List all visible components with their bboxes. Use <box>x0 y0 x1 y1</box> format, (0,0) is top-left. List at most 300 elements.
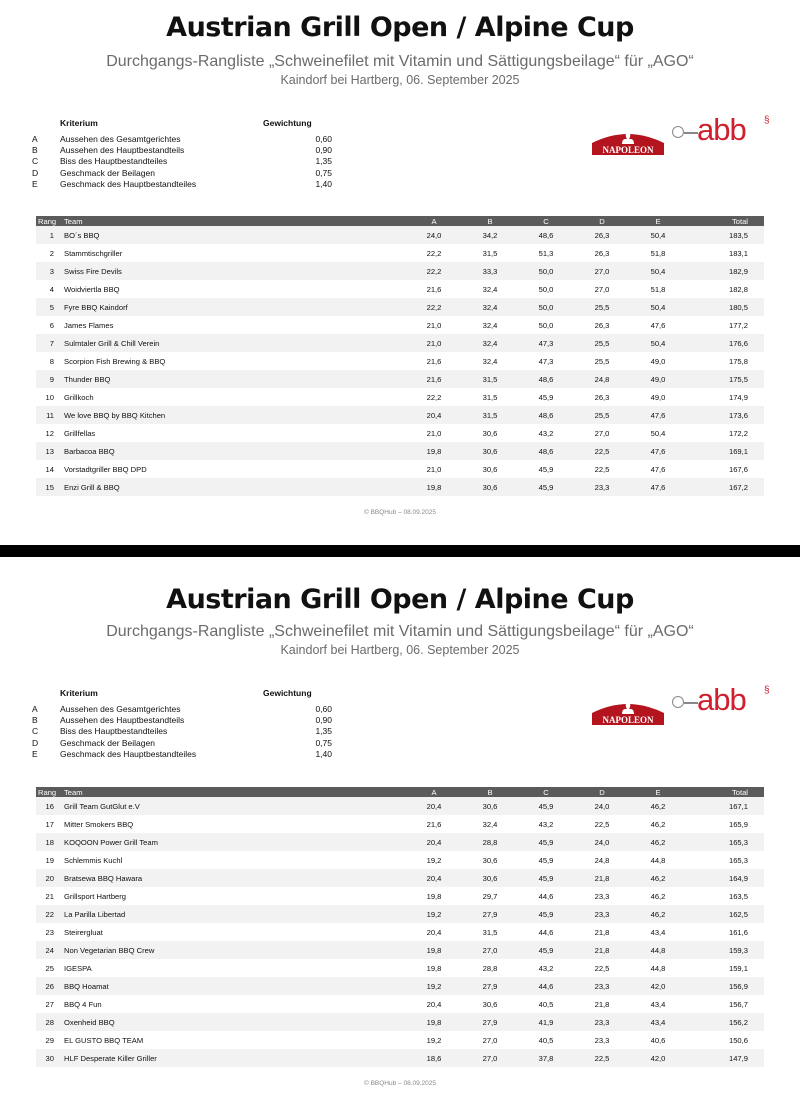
criteria-row <box>32 704 332 715</box>
score-c-cell: 48,6 <box>518 226 574 244</box>
score-b-cell: 30,6 <box>462 442 518 460</box>
criteria-row <box>32 168 332 179</box>
score-a-cell: 20,4 <box>426 927 442 937</box>
team-cell: Scorpion Fish Brewing & BBQ <box>64 356 166 366</box>
rank-cell: 29 <box>45 1035 54 1045</box>
table-row <box>36 280 764 298</box>
table-row <box>36 977 764 995</box>
score-b-cell: 32,4 <box>462 334 518 352</box>
score-e-cell: 43,4 <box>650 999 666 1009</box>
score-d-cell: 21,8 <box>594 927 610 937</box>
total-cell: 182,8 <box>728 284 748 294</box>
score-d-cell: 21,8 <box>574 941 630 959</box>
col-header-d: D <box>574 216 630 226</box>
table-row <box>36 923 764 941</box>
total-cell: 159,1 <box>728 963 748 973</box>
rank-cell: 12 <box>45 428 54 438</box>
score-b-cell: 30,6 <box>462 869 518 887</box>
table-header-row <box>36 216 764 226</box>
score-e-cell: 44,8 <box>650 963 666 973</box>
criteria-key: E <box>32 178 38 189</box>
score-e-cell: 46,2 <box>650 891 666 901</box>
score-a-cell: 19,8 <box>406 941 462 959</box>
total-cell: 159,3 <box>686 941 764 959</box>
table-row <box>36 887 764 905</box>
score-e-cell: 49,0 <box>630 370 686 388</box>
document-page-1 <box>0 0 800 545</box>
score-d-cell: 23,3 <box>594 1035 610 1045</box>
team-cell: BBQ 4 Fun <box>64 999 102 1009</box>
criteria-key: C <box>32 726 39 737</box>
rank-cell: 14 <box>45 464 54 474</box>
criteria-weight: 0,60 <box>315 134 332 144</box>
score-c-cell: 44,6 <box>538 927 554 937</box>
score-e-cell: 49,0 <box>650 392 666 402</box>
team-cell: We love BBQ by BBQ Kitchen <box>62 406 406 424</box>
score-e-cell: 51,8 <box>650 248 666 258</box>
criteria-key: A <box>32 704 38 714</box>
score-b-cell: 32,4 <box>482 819 498 829</box>
rank-cell: 6 <box>49 320 54 330</box>
score-d-cell: 22,5 <box>594 819 610 829</box>
page-subtitle: Durchgangs-Rangliste „Schweinefilet mit Vitamin und Sättigungsbeilage“ für „AGO“ <box>106 53 694 70</box>
total-cell: 182,9 <box>686 262 764 280</box>
flame-icon: § <box>764 115 770 126</box>
table-row <box>36 262 764 280</box>
score-a-cell: 19,8 <box>406 442 462 460</box>
score-d-cell: 23,3 <box>574 905 630 923</box>
score-e-cell: 50,4 <box>650 428 666 438</box>
score-d-cell: 23,3 <box>574 478 630 496</box>
team-cell: La Parilla Libertad <box>62 905 406 923</box>
rank-cell: 22 <box>36 905 62 923</box>
abb-logo-line <box>684 132 698 134</box>
table-row <box>36 244 764 262</box>
score-c-cell: 45,9 <box>538 464 554 474</box>
score-c-cell: 45,9 <box>518 478 574 496</box>
table-row <box>36 442 764 460</box>
score-c-cell: 47,3 <box>518 334 574 352</box>
criteria-header: Kriterium <box>60 118 98 128</box>
score-c-cell: 50,0 <box>538 284 554 294</box>
table-row <box>36 226 764 244</box>
rank-cell: 11 <box>36 406 62 424</box>
napoleon-logo <box>588 125 668 157</box>
team-cell: BBQ Hoamat <box>62 977 406 995</box>
rank-cell: 5 <box>36 298 62 316</box>
score-a-cell: 19,2 <box>406 977 462 995</box>
score-c-cell: 48,6 <box>518 442 574 460</box>
team-cell: Mitter Smokers BBQ <box>64 819 134 829</box>
criteria-weight: 1,35 <box>315 726 332 737</box>
total-cell: 165,9 <box>728 819 748 829</box>
total-cell: 176,6 <box>686 334 764 352</box>
score-a-cell: 19,2 <box>426 855 442 865</box>
col-header-c: C <box>518 787 574 797</box>
table-header-row <box>36 787 764 797</box>
ranking-table <box>36 787 764 1067</box>
rank-cell: 9 <box>36 370 62 388</box>
score-d-cell: 27,0 <box>574 262 630 280</box>
total-cell: 164,9 <box>686 869 764 887</box>
score-a-cell: 19,8 <box>406 478 462 496</box>
total-cell: 174,9 <box>728 392 748 402</box>
score-e-cell: 40,6 <box>650 1035 666 1045</box>
score-a-cell: 21,0 <box>426 464 442 474</box>
score-a-cell: 21,6 <box>426 284 442 294</box>
table-row <box>36 478 764 496</box>
criteria-row <box>32 715 332 726</box>
rank-cell: 20 <box>36 869 62 887</box>
score-a-cell: 22,2 <box>406 262 462 280</box>
criteria-name: Geschmack der Beilagen <box>60 737 155 748</box>
score-a-cell: 19,2 <box>406 905 462 923</box>
table-row <box>36 460 764 478</box>
score-d-cell: 22,5 <box>574 1049 630 1067</box>
page-footer: © BBQHub – 08.09.2025 <box>363 1080 436 1087</box>
score-b-cell: 32,4 <box>482 284 498 294</box>
criteria-row <box>32 749 332 760</box>
team-cell: Non Vegetarian BBQ Crew <box>62 941 406 959</box>
table-row <box>36 869 764 887</box>
score-c-cell: 47,3 <box>538 356 554 366</box>
team-cell: Fyre BBQ Kaindorf <box>62 298 406 316</box>
criteria-weight: 1,40 <box>315 178 332 189</box>
criteria-name: Aussehen des Gesamtgerichtes <box>60 704 181 714</box>
score-a-cell: 19,8 <box>426 963 442 973</box>
score-d-cell: 24,8 <box>574 370 630 388</box>
criteria-key: A <box>32 134 38 144</box>
criteria-weight: 1,35 <box>315 156 332 167</box>
team-cell: Grillsport Hartberg <box>64 891 127 901</box>
rank-cell: 3 <box>36 262 62 280</box>
page-footer: © BBQHub – 08.09.2025 <box>363 509 436 516</box>
score-a-cell: 20,4 <box>426 999 442 1009</box>
criteria-header: Kriterium <box>60 688 98 698</box>
score-b-cell: 27,9 <box>462 1013 518 1031</box>
score-a-cell: 20,4 <box>406 869 462 887</box>
score-c-cell: 40,5 <box>538 999 554 1009</box>
abb-logo-ring <box>672 126 684 138</box>
score-d-cell: 23,3 <box>594 891 610 901</box>
score-e-cell: 47,6 <box>650 464 666 474</box>
team-cell: Bratsewa BBQ Hawara <box>62 869 406 887</box>
team-cell: Barbacoa BBQ <box>62 442 406 460</box>
total-cell: 175,5 <box>686 370 764 388</box>
abb-logo <box>672 682 772 722</box>
score-b-cell: 27,0 <box>462 941 518 959</box>
score-e-cell: 46,2 <box>650 819 666 829</box>
score-e-cell: 51,8 <box>650 284 666 294</box>
rank-cell: 13 <box>36 442 62 460</box>
col-header-team: Team <box>62 787 406 797</box>
team-cell: Schlemmis Kuchl <box>64 855 123 865</box>
criteria-list <box>32 704 332 760</box>
criteria-name: Aussehen des Hauptbestandteils <box>60 715 185 726</box>
criteria-weight: 0,60 <box>315 704 332 714</box>
criteria-weight: 0,75 <box>315 167 332 178</box>
score-c-cell: 45,9 <box>518 941 574 959</box>
score-c-cell: 48,6 <box>518 370 574 388</box>
total-cell: 167,6 <box>728 464 748 474</box>
score-a-cell: 22,2 <box>406 298 462 316</box>
col-header-team: Team <box>62 216 406 226</box>
col-header-a: A <box>406 216 462 226</box>
criteria-key: E <box>32 748 38 759</box>
score-b-cell: 27,0 <box>462 1049 518 1067</box>
weight-header: Gewichtung <box>263 118 312 128</box>
score-b-cell: 31,5 <box>462 370 518 388</box>
total-cell: 183,1 <box>728 248 748 258</box>
total-cell: 147,9 <box>686 1049 764 1067</box>
criteria-key: B <box>32 145 38 156</box>
criteria-name: Geschmack der Beilagen <box>60 167 155 178</box>
score-b-cell: 27,9 <box>462 977 518 995</box>
criteria-weight: 1,40 <box>315 748 332 759</box>
criteria-key: D <box>32 167 39 178</box>
score-c-cell: 45,9 <box>518 905 574 923</box>
score-c-cell: 43,2 <box>538 819 554 829</box>
table-row <box>36 334 764 352</box>
score-c-cell: 43,2 <box>538 428 554 438</box>
napoleon-logo-text: NAPOLEON <box>602 715 654 725</box>
score-c-cell: 45,9 <box>518 869 574 887</box>
team-cell: BO´s BBQ <box>62 226 406 244</box>
score-e-cell: 50,4 <box>630 298 686 316</box>
score-a-cell: 21,6 <box>426 819 442 829</box>
score-e-cell: 50,4 <box>630 226 686 244</box>
table-row <box>36 352 764 370</box>
score-c-cell: 41,9 <box>518 1013 574 1031</box>
score-c-cell: 40,5 <box>538 1035 554 1045</box>
team-cell: Thunder BBQ <box>62 370 406 388</box>
rank-cell: 8 <box>49 356 54 366</box>
criteria-row <box>32 156 332 167</box>
table-row <box>36 1013 764 1031</box>
table-row <box>36 995 764 1013</box>
score-e-cell: 47,6 <box>630 442 686 460</box>
score-d-cell: 23,3 <box>574 977 630 995</box>
total-cell: 167,1 <box>686 797 764 815</box>
score-e-cell: 50,4 <box>630 334 686 352</box>
score-b-cell: 32,4 <box>482 356 498 366</box>
rank-cell: 28 <box>36 1013 62 1031</box>
table-row <box>36 941 764 959</box>
team-cell: EL GUSTO BBQ TEAM <box>64 1035 144 1045</box>
team-cell: Enzi Grill & BBQ <box>62 478 406 496</box>
total-cell: 183,5 <box>686 226 764 244</box>
score-d-cell: 26,3 <box>594 392 610 402</box>
criteria-name: Aussehen des Gesamtgerichtes <box>60 134 181 144</box>
team-cell: Steirergluat <box>64 927 103 937</box>
score-b-cell: 28,8 <box>482 963 498 973</box>
score-a-cell: 21,0 <box>426 320 442 330</box>
score-a-cell: 20,4 <box>406 833 462 851</box>
score-e-cell: 46,2 <box>630 833 686 851</box>
table-row <box>36 406 764 424</box>
table-row <box>36 298 764 316</box>
score-d-cell: 25,5 <box>574 298 630 316</box>
table-row <box>36 851 764 869</box>
col-header-e: E <box>630 216 686 226</box>
score-d-cell: 24,0 <box>574 797 630 815</box>
score-b-cell: 30,6 <box>482 428 498 438</box>
page-title: Austrian Grill Open / Alpine Cup <box>166 12 634 43</box>
score-d-cell: 25,5 <box>574 334 630 352</box>
total-cell: 180,5 <box>686 298 764 316</box>
napoleon-logo <box>588 695 668 727</box>
score-e-cell: 46,2 <box>630 797 686 815</box>
abb-logo-text: abb <box>697 682 746 717</box>
team-cell: James Flames <box>64 320 114 330</box>
col-header-b: B <box>462 216 518 226</box>
score-a-cell: 20,4 <box>406 797 462 815</box>
team-cell: Sulmtaler Grill & Chill Verein <box>62 334 406 352</box>
score-d-cell: 27,0 <box>594 284 610 294</box>
score-b-cell: 28,8 <box>462 833 518 851</box>
score-a-cell: 19,2 <box>426 1035 442 1045</box>
total-cell: 156,9 <box>686 977 764 995</box>
abb-logo-text: abb <box>697 112 746 147</box>
score-e-cell: 47,6 <box>630 406 686 424</box>
document-page-2 <box>0 557 800 1102</box>
total-cell: 150,6 <box>728 1035 748 1045</box>
score-b-cell: 31,5 <box>462 406 518 424</box>
score-e-cell: 42,0 <box>630 1049 686 1067</box>
score-b-cell: 30,6 <box>482 464 498 474</box>
criteria-weight: 0,90 <box>315 145 332 156</box>
score-d-cell: 21,8 <box>574 869 630 887</box>
event-place-date: Kaindorf bei Hartberg, 06. September 2025 <box>280 73 520 87</box>
weight-header: Gewichtung <box>263 688 312 698</box>
total-cell: 165,3 <box>686 833 764 851</box>
rank-cell: 24 <box>36 941 62 959</box>
score-c-cell: 43,2 <box>538 963 554 973</box>
score-c-cell: 51,3 <box>538 248 554 258</box>
rank-cell: 1 <box>36 226 62 244</box>
score-d-cell: 24,8 <box>594 855 610 865</box>
team-cell: Swiss Fire Devils <box>62 262 406 280</box>
criteria-row <box>32 738 332 749</box>
score-a-cell: 19,8 <box>426 891 442 901</box>
score-e-cell: 42,0 <box>630 977 686 995</box>
napoleon-logo-text: NAPOLEON <box>602 145 654 155</box>
score-e-cell: 43,4 <box>650 927 666 937</box>
table-row <box>36 316 764 334</box>
rank-cell: 30 <box>36 1049 62 1067</box>
score-e-cell: 49,0 <box>650 356 666 366</box>
score-d-cell: 27,0 <box>594 428 610 438</box>
score-e-cell: 47,6 <box>630 478 686 496</box>
score-d-cell: 26,3 <box>574 226 630 244</box>
page-subtitle: Durchgangs-Rangliste „Schweinefilet mit Vitamin und Sättigungsbeilage“ für „AGO“ <box>106 623 694 640</box>
team-cell: KOQOON Power Grill Team <box>62 833 406 851</box>
total-cell: 173,6 <box>686 406 764 424</box>
rank-cell: 2 <box>49 248 54 258</box>
ranking-table <box>36 216 764 496</box>
score-a-cell: 18,6 <box>406 1049 462 1067</box>
score-c-cell: 48,6 <box>518 406 574 424</box>
criteria-key: B <box>32 715 38 726</box>
col-header-b: B <box>462 787 518 797</box>
abb-logo <box>672 112 772 152</box>
total-cell: 167,2 <box>686 478 764 496</box>
total-cell: 165,3 <box>728 855 748 865</box>
score-a-cell: 19,8 <box>406 1013 462 1031</box>
score-b-cell: 31,5 <box>482 927 498 937</box>
team-cell: Grillkoch <box>64 392 94 402</box>
table-row <box>36 370 764 388</box>
col-header-rang: Rang <box>36 787 62 797</box>
rank-cell: 4 <box>49 284 54 294</box>
score-a-cell: 21,0 <box>406 334 462 352</box>
team-cell: IGESPA <box>64 963 92 973</box>
total-cell: 162,5 <box>686 905 764 923</box>
score-d-cell: 25,5 <box>594 356 610 366</box>
score-e-cell: 46,2 <box>630 905 686 923</box>
total-cell: 177,2 <box>728 320 748 330</box>
team-cell: HLF Desperate Killer Griller <box>62 1049 406 1067</box>
page-title: Austrian Grill Open / Alpine Cup <box>166 584 634 615</box>
table-row <box>36 1031 764 1049</box>
criteria-row <box>32 726 332 737</box>
score-e-cell: 50,4 <box>630 262 686 280</box>
flame-icon: § <box>764 685 770 696</box>
col-header-total: Total <box>686 216 764 226</box>
total-cell: 175,8 <box>728 356 748 366</box>
score-c-cell: 37,8 <box>518 1049 574 1067</box>
score-a-cell: 21,6 <box>426 356 442 366</box>
total-cell: 163,5 <box>728 891 748 901</box>
team-cell: Oxenheid BBQ <box>62 1013 406 1031</box>
criteria-list <box>32 134 332 190</box>
criteria-name: Geschmack des Hauptbestandteiles <box>60 178 197 189</box>
score-d-cell: 25,5 <box>574 406 630 424</box>
score-b-cell: 27,9 <box>462 905 518 923</box>
team-cell: Grill Team GutGlut e.V <box>62 797 406 815</box>
rank-cell: 17 <box>45 819 54 829</box>
score-c-cell: 44,6 <box>538 891 554 901</box>
score-b-cell: 34,2 <box>462 226 518 244</box>
abb-logo-line <box>684 702 698 704</box>
criteria-name: Biss des Hauptbestandteiles <box>60 726 168 737</box>
total-cell: 172,2 <box>728 428 748 438</box>
col-header-c: C <box>518 216 574 226</box>
rank-cell: 7 <box>36 334 62 352</box>
criteria-name: Aussehen des Hauptbestandteils <box>60 145 185 156</box>
score-a-cell: 22,2 <box>426 392 442 402</box>
score-a-cell: 21,0 <box>426 428 442 438</box>
col-header-total: Total <box>686 787 764 797</box>
score-d-cell: 24,0 <box>574 833 630 851</box>
score-c-cell: 45,9 <box>518 797 574 815</box>
criteria-name: Biss des Hauptbestandteiles <box>60 156 168 167</box>
score-a-cell: 21,6 <box>406 370 462 388</box>
total-cell: 156,7 <box>728 999 748 1009</box>
score-b-cell: 32,4 <box>462 298 518 316</box>
table-row <box>36 388 764 406</box>
rank-cell: 16 <box>36 797 62 815</box>
rank-cell: 26 <box>36 977 62 995</box>
score-d-cell: 23,3 <box>574 1013 630 1031</box>
score-d-cell: 22,5 <box>594 963 610 973</box>
criteria-weight: 0,90 <box>315 715 332 726</box>
event-place-date: Kaindorf bei Hartberg, 06. September 2025 <box>280 643 520 657</box>
score-e-cell: 46,2 <box>630 869 686 887</box>
criteria-key: C <box>32 156 39 167</box>
score-d-cell: 26,3 <box>594 320 610 330</box>
score-d-cell: 21,8 <box>594 999 610 1009</box>
